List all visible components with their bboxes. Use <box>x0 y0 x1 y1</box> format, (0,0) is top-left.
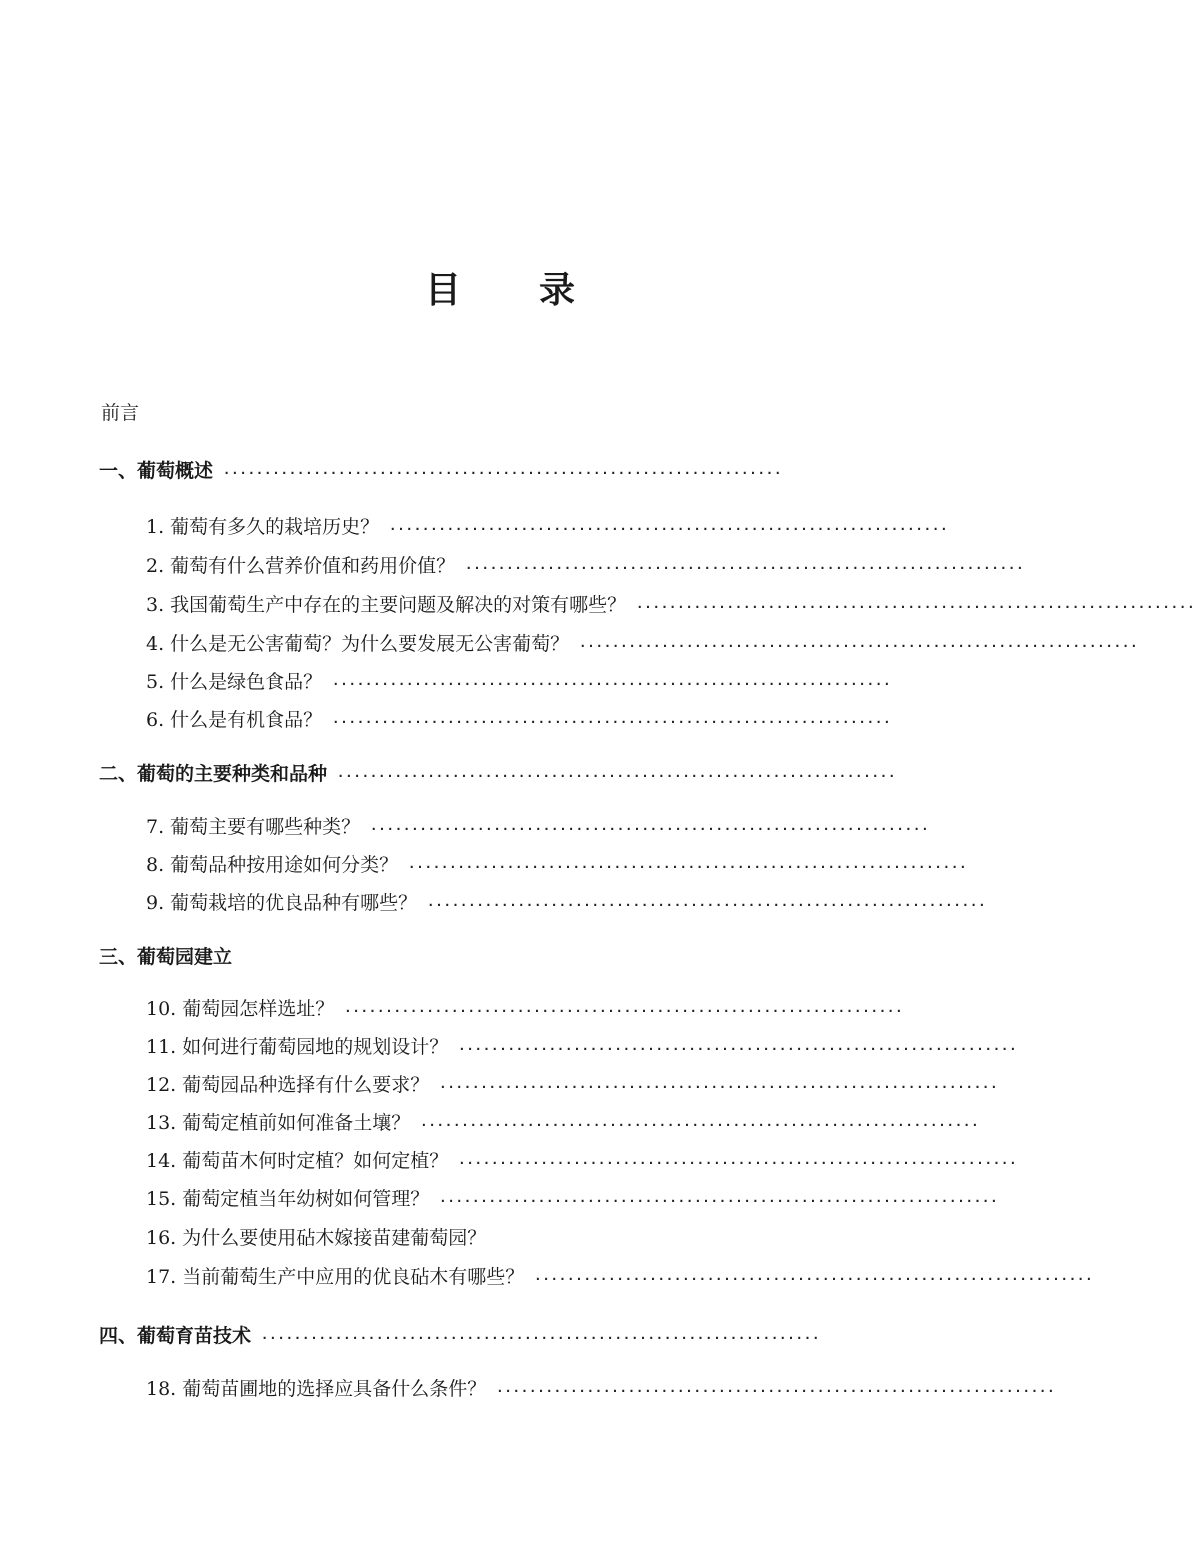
dot-leader: ···································································· <box>465 561 1025 575</box>
toc-section-4[interactable] <box>0 1321 821 1348</box>
toc-entry-15[interactable] <box>0 1184 999 1211</box>
toc-entry-number: 11. <box>146 1036 177 1058</box>
toc-entry-number: 18. <box>146 1378 177 1400</box>
toc-entry-5[interactable] <box>0 667 892 694</box>
page-title-char-2: 录 <box>539 270 576 311</box>
toc-entry-text: 葡萄园怎样选址？ <box>182 998 335 1020</box>
dot-leader: ···································································· <box>534 1272 1094 1286</box>
toc-entry-number: 3. <box>146 594 165 616</box>
toc-section-3[interactable] <box>0 942 800 969</box>
toc-entry-preface[interactable]: 前言 <box>101 402 140 424</box>
dot-leader: ···································································· <box>420 1118 980 1132</box>
toc-entry-number: 17. <box>146 1266 177 1288</box>
toc-entry-12[interactable] <box>0 1070 999 1097</box>
toc-entry-number: 15. <box>146 1188 177 1210</box>
toc-entry-text: 葡萄苗木何时定植？如何定植？ <box>182 1150 449 1172</box>
dot-leader: ···································································· <box>337 769 897 783</box>
toc-entry-10[interactable] <box>0 994 904 1021</box>
toc-entry-text: 如何进行葡萄园地的规划设计？ <box>182 1036 449 1058</box>
toc-section-title: 四、葡萄育苗技术 <box>99 1325 252 1347</box>
dot-leader: ···································································· <box>439 1080 999 1094</box>
toc-entry-number: 14. <box>146 1150 177 1172</box>
dot-leader: ···································································· <box>458 1156 1018 1170</box>
toc-section-title: 三、葡萄园建立 <box>99 946 233 968</box>
toc-entry-4[interactable] <box>0 629 1139 656</box>
toc-entry-number: 4. <box>146 633 165 655</box>
dot-leader: ···································································· <box>579 639 1139 653</box>
toc-entry-text: 什么是无公害葡萄？为什么要发展无公害葡萄？ <box>170 633 570 655</box>
toc-entry-number: 10. <box>146 998 177 1020</box>
toc-entry-text: 什么是有机食品？ <box>170 709 323 731</box>
page-title <box>425 262 575 313</box>
toc-entry-number: 12. <box>146 1074 177 1096</box>
dot-leader: ···································································· <box>370 822 930 836</box>
toc-entry-6[interactable] <box>0 705 892 732</box>
toc-entry-text: 什么是绿色食品？ <box>170 671 323 693</box>
dot-leader: ···································································· <box>439 1194 999 1208</box>
toc-section-2[interactable] <box>0 759 897 786</box>
toc-entry-number: 2. <box>146 555 165 577</box>
toc-entry-number: 5. <box>146 671 165 693</box>
dot-leader: ···································································· <box>389 522 949 536</box>
toc-entry-text: 葡萄定植前如何准备土壤？ <box>182 1112 411 1134</box>
dot-leader: ···································································· <box>427 898 987 912</box>
toc-entry-number: 7. <box>146 816 165 838</box>
toc-entry-2[interactable] <box>0 551 1025 578</box>
toc-entry-8[interactable] <box>0 850 968 877</box>
dot-leader: ···································································· <box>408 860 968 874</box>
toc-entry-text: 我国葡萄生产中存在的主要问题及解决的对策有哪些？ <box>170 594 627 616</box>
toc-entry-16[interactable] <box>0 1223 800 1250</box>
toc-section-1[interactable] <box>0 456 800 483</box>
toc-entry-text: 葡萄定植当年幼树如何管理？ <box>182 1188 430 1210</box>
toc-entry-13[interactable] <box>0 1108 980 1135</box>
dot-leader: ···································································· <box>636 600 1195 614</box>
toc-entry-number: 6. <box>146 709 165 731</box>
toc-entry-number: 9. <box>146 892 165 914</box>
toc-entry-number: 13. <box>146 1112 177 1134</box>
dot-leader: ···································································· <box>332 715 892 729</box>
toc-entry-9[interactable] <box>0 888 987 915</box>
page-title-char-1: 目 <box>425 270 462 311</box>
toc-entry-number: 1. <box>146 516 165 538</box>
dot-leader: ···································································· <box>496 1384 1056 1398</box>
toc-entry-1[interactable] <box>0 512 949 539</box>
toc-section-title: 一、葡萄概述 <box>99 460 214 482</box>
toc-entry-number: 8. <box>146 854 165 876</box>
toc-entry-text: 为什么要使用砧木嫁接苗建葡萄园？ <box>182 1227 487 1249</box>
toc-entry-14[interactable] <box>0 1146 1018 1173</box>
toc-entry-text: 葡萄主要有哪些种类？ <box>170 816 361 838</box>
dot-leader: ···································································· <box>223 466 783 480</box>
dot-leader: ···································································· <box>458 1042 1018 1056</box>
toc-entry-text: 葡萄园品种选择有什么要求？ <box>182 1074 430 1096</box>
toc-entry-18[interactable] <box>0 1374 1056 1401</box>
toc-section-title: 二、葡萄的主要种类和品种 <box>99 763 328 785</box>
toc-entry-17[interactable] <box>0 1262 1094 1289</box>
toc-entry-text: 葡萄有多久的栽培历史？ <box>170 516 380 538</box>
toc-entry-text: 葡萄苗圃地的选择应具备什么条件？ <box>182 1378 487 1400</box>
toc-entry-text: 葡萄有什么营养价值和药用价值？ <box>170 555 456 577</box>
toc-entry-7[interactable] <box>0 812 930 839</box>
toc-entry-11[interactable] <box>0 1032 1018 1059</box>
toc-entry-text: 葡萄栽培的优良品种有哪些？ <box>170 892 418 914</box>
toc-entry-text: 葡萄品种按用途如何分类？ <box>170 854 399 876</box>
dot-leader: ···································································· <box>261 1331 821 1345</box>
toc-entry-text: 当前葡萄生产中应用的优良砧木有哪些？ <box>182 1266 525 1288</box>
dot-leader: ···································································· <box>332 677 892 691</box>
toc-entry-3[interactable] <box>0 590 1195 617</box>
dot-leader: ···································································· <box>344 1004 904 1018</box>
toc-entry-number: 16. <box>146 1227 177 1249</box>
